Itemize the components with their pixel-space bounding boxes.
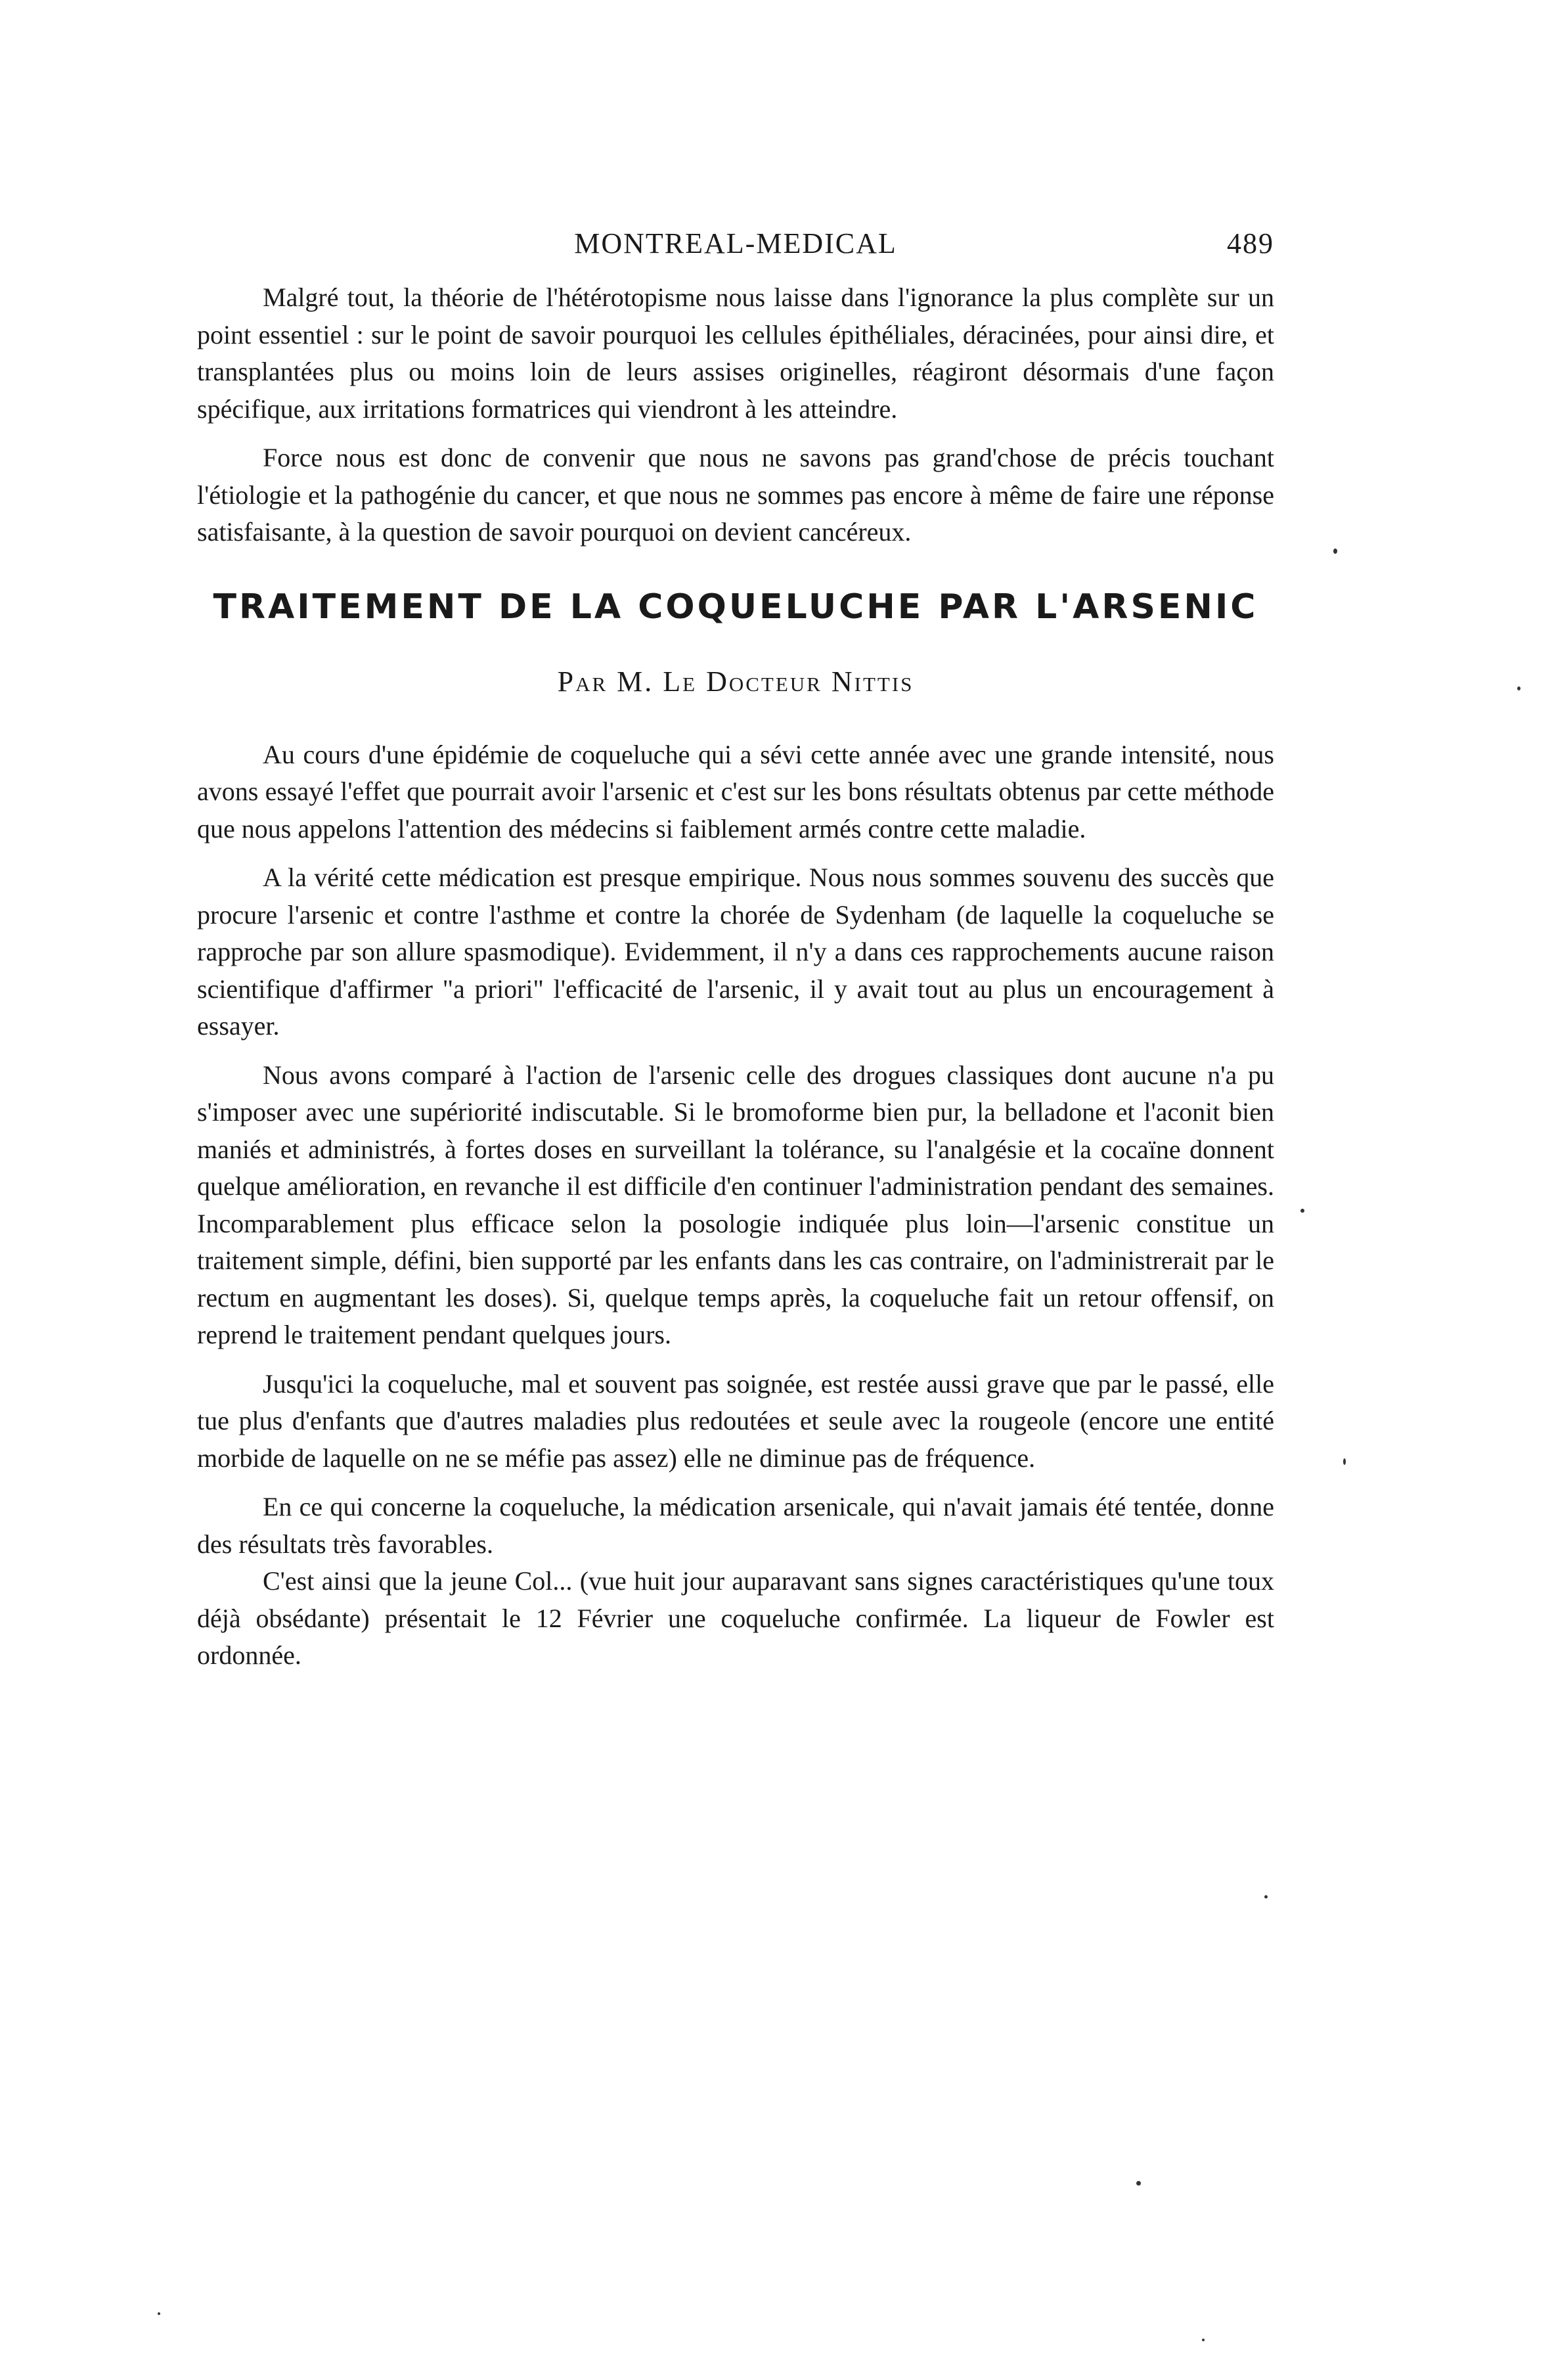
running-head [197,227,1274,279]
scan-speck [1333,549,1337,554]
text-column [197,227,1274,1674]
scan-speck [1300,1209,1304,1213]
scan-speck [1136,2181,1141,2186]
body-paragraph: Force nous est donc de convenir que nous ne savons pas grand'chose de précis touchant l'étiologie et la pathogénie du cancer, et que nous ne sommes pas encore à même de faire une réponse satisfaisante, à la question de savoir pourquoi on devient cancéreux. [197,443,1274,547]
body-paragraph: C'est ainsi que la jeune Col... (vue huit jour auparavant sans signes caractéristiques qu'une toux déjà obsédante) présentait le 12 Février une coqueluche confirmée. La liqueur de Fowler est ordonnée. [197,1566,1274,1670]
scan-speck [1517,686,1521,690]
body-paragraph: Jusqu'ici la coqueluche, mal et souvent pas soignée, est restée aussi grave que par le passé, elle tue plus d'enfants que d'autres maladies plus redoutées et seule avec la rougeole (encore une entité morbide de laquelle on ne se méfie pas assez) elle ne diminue pas de fréquence. [197,1368,1274,1473]
scan-speck [158,2312,160,2315]
page-number: 489 [1227,227,1274,259]
body-paragraph: Nous avons comparé à l'action de l'arsenic celle des drogues classiques dont aucune n'a pu s'imposer avec une supériorité indiscutable. Si le bromoforme bien pur, la belladone et l'aconit bien maniés et administrés, à fortes doses en surveillant la tolérance, su l'analgésie et la cocaïne donnent quelque amélioration, en revanche il est difficile d'en continuer l'administration pendant des semaines. Incomparablement plus efficace selon la posologie indiquée plus loin—l'arsenic constitue un traitement simple, défini, bien supporté par les enfants dans les cas contraire, on l'administrerait par le rectum en augmentant les doses). Si, quelque temps après, la coqueluche fait un retour offensif, on reprend le traitement pendant quelques jours. [197,1060,1274,1349]
body-paragraph: En ce qui concerne la coqueluche, la médication arsenicale, qui n'avait jamais été tentée, donne des résultats très favorables. [197,1492,1274,1559]
article-byline: Par M. Le Docteur Nittis [557,665,914,698]
running-title: MONTREAL-MEDICAL [574,227,897,259]
body-paragraph: Malgré tout, la théorie de l'hétérotopisme nous laisse dans l'ignorance la plus complète sur un point essentiel : sur le point de savoir pourquoi les cellules épithéliales, déracinées, pour ainsi dire, et transplantées plus ou moins loin de leurs assises originelles, réagiront désormais d'une façon spécifique, aux irritations formatrices qui viendront à les atteindre. [197,282,1274,424]
article-title: TRAITEMENT DE LA COQUELUCHE PAR L'ARSENIC [213,587,1258,627]
scan-speck [1202,2339,1205,2341]
scan-speck [1264,1895,1268,1898]
scan-speck [1343,1458,1346,1465]
body-paragraph: A la vérité cette médication est presque empirique. Nous nous sommes souvenu des succès que procure l'arsenic et contre l'asthme et contre la chorée de Sydenham (de laquelle la coqueluche se rapproche par son allure spasmodique). Evidemment, il n'y a dans ces rapprochements aucune raison scientifique d'affirmer "a priori" l'efficacité de l'arsenic, il y avait tout au plus un encouragement à essayer. [197,863,1274,1041]
body-paragraph: Au cours d'une épidémie de coqueluche qui a sévi cette année avec une grande intensité, nous avons essayé l'effet que pourrait avoir l'arsenic et c'est sur les bons résultats obtenus par cette méthode que nous appelons l'attention des médecins si faiblement armés contre cette maladie. [197,739,1274,843]
